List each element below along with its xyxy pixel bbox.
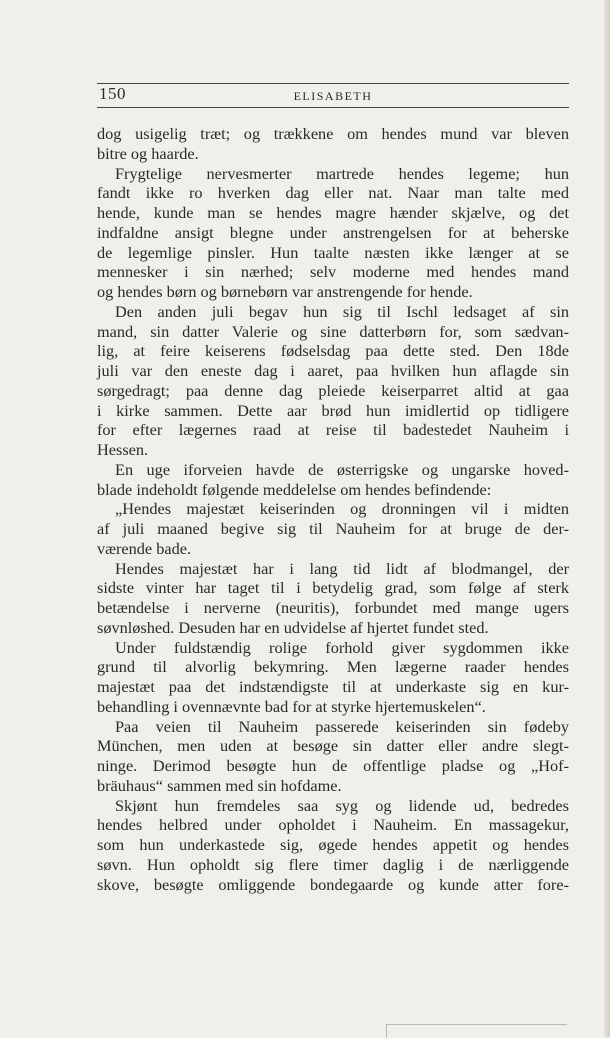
text-line: fandt ikke ro hverken dag eller nat. Naar man talte med (97, 183, 569, 203)
text-line: i kirke sammen. Dette aar brød hun imidlertid op tidligere (97, 400, 569, 420)
text-line: Hessen. (97, 440, 149, 459)
text-line: „Hendes majestæt keiserinden og dronningen vil i midten (115, 499, 569, 519)
text-line: bräuhaus“ sammen med sin hofdame. (97, 775, 342, 795)
text-line: sørgedragt; paa denne dag pleiede keiserparret altid at gaa (97, 380, 569, 400)
text-line: hendes helbred under opholdet i Nauheim. En massagekur, (97, 815, 569, 835)
text-line: behandling i ovennævnte bad for at styrke hjertemuskelen“. (97, 696, 486, 716)
text-line: En uge iforveien havde de østerrigske og ungarske hoved- (115, 459, 569, 479)
text-line: skove, besøgte omliggende bondegaarde og kunde atter fore- (97, 874, 569, 894)
text-line: sidste vinter har taget til i betydelig grad, som følge af sterk (97, 578, 569, 598)
text-line: indfaldne ansigt blegne under anstrengelsen for at beherske (97, 222, 569, 242)
page-edge (604, 0, 610, 1037)
text-line: Frygtelige nervesmerter martrede hendes legeme; hun (115, 163, 569, 183)
text-line: juli var den eneste dag i aaret, paa hvilken hun aflagde sin (97, 361, 569, 380)
text-line: dog usigelig træt; og trækkene om hendes mund var bleven (97, 124, 569, 143)
text-line: søvn. Hun opholdt sig flere timer daglig i de nærliggende (97, 854, 569, 874)
body-text (97, 124, 569, 894)
running-title: ELISABETH (293, 89, 373, 103)
text-line: Under fuldstændig rolige forhold giver sygdommen ikke (115, 637, 569, 657)
text-line: og hendes børn og børnebørn var anstrengende for hende. (97, 282, 473, 301)
text-line: af juli maaned begive sig til Nauheim for at bruge de der- (97, 519, 569, 538)
text-line: søvnløshed. Desuden har en udvidelse af hjertet fundet sted. (97, 617, 489, 637)
text-line: bitre og haarde. (97, 143, 199, 163)
text-line: Den anden juli begav hun sig til Ischl ledsaget af sin (115, 301, 569, 321)
text-line: værende bade. (97, 538, 192, 558)
text-line: Paa veien til Nauheim passerede keiserinden sin fødeby (115, 716, 569, 736)
header-rule-top (97, 83, 569, 84)
text-line: lig, at feire keiserens fødselsdag paa dette sted. Den 18de (97, 341, 569, 361)
text-line: blade indeholdt følgende meddelelse om hendes befindende: (97, 479, 492, 499)
text-line: München, men uden at besøge sin datter eller andre slegt- (97, 736, 569, 756)
text-line: betændelse i nerverne (neuritis), forbundet med mange ugers (97, 598, 569, 617)
text-line: grund til alvorlig bekymring. Men lægerne raader hendes (97, 657, 569, 677)
header-rule-bottom (97, 107, 569, 108)
text-line: mand, sin datter Valerie og sine datterbørn for, som sædvan- (97, 321, 569, 341)
text-line: hende, kunde man se hendes magre hænder skjælve, og det (97, 203, 569, 222)
page-header (97, 80, 569, 108)
text-line: ninge. Derimod besøgte hun de offentlige pladse og „Hof- (97, 756, 569, 775)
text-line: som hun underkastede sig, øgede hendes appetit og hendes (97, 835, 569, 854)
text-line: de legemlige pinsler. Hun taalte næsten ikke længer at se (97, 242, 569, 262)
text-line: for efter lægernes raad at reise til badestedet Nauheim i (97, 420, 569, 440)
text-line: majestæt paa det indstændigste til at underkaste sig en kur- (97, 677, 569, 696)
text-line: Skjønt hun fremdeles saa syg og lidende ud, bedredes (115, 795, 569, 815)
page-number: 150 (99, 84, 126, 103)
text-line: mennesker i sin nærhed; selv moderne med hendes mand (97, 262, 569, 282)
text-line: Hendes majestæt har i lang tid lidt af blodmangel, der (115, 558, 569, 578)
scan-corner-mark (386, 1024, 567, 1038)
